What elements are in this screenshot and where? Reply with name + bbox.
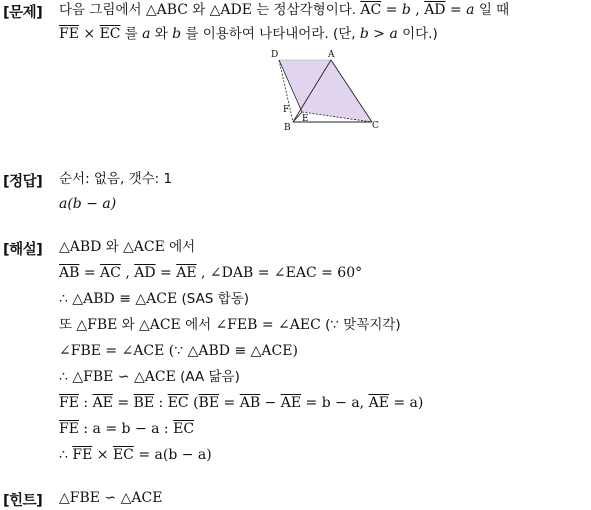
segment: $\overline{FE}$ [59, 395, 79, 411]
expr: △ACE [138, 317, 181, 333]
text: 는 정삼각형이다. [251, 2, 361, 18]
problem-line-2 [59, 25, 438, 43]
label-d: D [271, 50, 279, 60]
problem-label: [문제] [3, 5, 43, 21]
text: 를 [120, 26, 143, 42]
segment: $\overline{AE}$ [176, 265, 197, 281]
segment: $\overline{EC}$ [112, 447, 134, 463]
segment: $\overline{AE}$ [92, 395, 113, 411]
label-a: A [328, 50, 335, 60]
segment: $\overline{AC}$ [100, 265, 121, 281]
segment: $\overline{FE}$ [72, 447, 93, 463]
segment-ad: $\overline{AD}$ [424, 2, 446, 18]
segment: $\overline{AE}$ [368, 395, 389, 411]
geometry-figure [266, 48, 386, 134]
segment: $\overline{AB}$ [59, 265, 80, 281]
problem-line-1 [59, 1, 509, 19]
answer-label: [정답] [3, 174, 43, 190]
text: = [219, 395, 240, 411]
text: × [78, 26, 100, 42]
text: , [120, 265, 135, 281]
note: (SAS 합동) [177, 291, 250, 307]
var-a: a [142, 26, 151, 42]
expr: △ABD [59, 239, 102, 255]
text: = a(b − a) [133, 447, 212, 463]
text: 에서 [180, 317, 216, 333]
text: 또 [59, 317, 77, 333]
var-b: b [401, 2, 411, 18]
segment-ac: $\overline{AC}$ [360, 2, 382, 18]
text: : [154, 395, 168, 411]
explanation-line-6 [59, 368, 240, 386]
segment-be-line [293, 112, 302, 122]
text: 에서 [164, 239, 196, 255]
var-a: a [466, 2, 475, 18]
segment: $\overline{AB}$ [239, 395, 261, 411]
note: (∵ 맞꼭지각) [320, 317, 401, 333]
text: , [410, 2, 425, 18]
text: = [445, 2, 467, 18]
text: = [381, 2, 402, 18]
angle-equality: ∠DAB = ∠EAC = 60° [209, 265, 363, 281]
explanation-line-5 [59, 342, 298, 360]
triangle-abc: △ABC [145, 2, 188, 18]
explanation-line-8 [59, 420, 194, 438]
therefore-symbol: ∴ [59, 447, 73, 463]
text: 다음 그림에서 [59, 2, 146, 18]
text: 와 [187, 2, 210, 18]
text: , [196, 265, 210, 281]
text: 와 [101, 239, 124, 255]
hint-label: [힌트] [3, 493, 43, 509]
segment-fe: $\overline{FE}$ [59, 26, 79, 42]
text: = b − a, [301, 395, 369, 411]
segment: $\overline{BE}$ [198, 395, 220, 411]
text: − [260, 395, 281, 411]
expr: △ACE [123, 239, 165, 255]
explanation-line-4 [59, 316, 401, 334]
text: 와 [150, 26, 173, 42]
segment: $\overline{AD}$ [134, 265, 156, 281]
expr: ∠FEB = ∠AEC [215, 317, 321, 333]
text: = a) [388, 395, 424, 411]
answer-meta: 순서: 없음, 갯수: 1 [59, 171, 173, 187]
note: (∵ △ABD ≡ △ACE) [164, 343, 298, 359]
explanation-label: [해설] [3, 242, 43, 258]
text: 이다.) [397, 26, 438, 42]
expr: △ABD ≡ △ACE [72, 291, 178, 307]
segment-ec: $\overline{EC}$ [99, 26, 121, 42]
text: : [78, 395, 93, 411]
label-e: E [302, 114, 309, 124]
text: = [79, 265, 101, 281]
text: 일 때 [474, 2, 510, 18]
segment: $\overline{AE}$ [280, 395, 302, 411]
note: (AA 닮음) [175, 369, 240, 385]
therefore-symbol: ∴ [59, 369, 73, 385]
triangle-ade: △ADE [209, 2, 252, 18]
label-b: B [284, 123, 291, 133]
explanation-line-1 [59, 238, 195, 256]
segment: $\overline{BE}$ [133, 395, 155, 411]
var-b: b [172, 26, 182, 42]
hint-value: △FBE ∽ △ACE [59, 490, 163, 506]
text: = [112, 395, 134, 411]
text: = [155, 265, 177, 281]
therefore-symbol: ∴ [59, 291, 73, 307]
text: 를 이용하여 나타내어라. (단, [181, 26, 360, 42]
text: × [92, 447, 113, 463]
explanation-line-9 [59, 446, 212, 464]
segment: $\overline{FE}$ [59, 421, 79, 437]
condition: b > a [359, 26, 398, 42]
label-c: C [372, 121, 379, 131]
text: 와 [117, 317, 139, 333]
expr: △FBE ∽ △ACE [72, 369, 176, 385]
answer-value: a(b − a) [59, 196, 117, 212]
explanation-line-3 [59, 290, 249, 308]
explanation-line-2 [59, 264, 362, 282]
segment: $\overline{EC}$ [173, 421, 195, 437]
explanation-line-7 [59, 394, 423, 412]
expr: △FBE [76, 317, 118, 333]
text: ( [188, 395, 199, 411]
label-f: F [283, 105, 290, 115]
segment: $\overline{EC}$ [167, 395, 189, 411]
expr: ∠FBE = ∠ACE [59, 343, 165, 359]
text: : a = b − a : [78, 421, 174, 437]
